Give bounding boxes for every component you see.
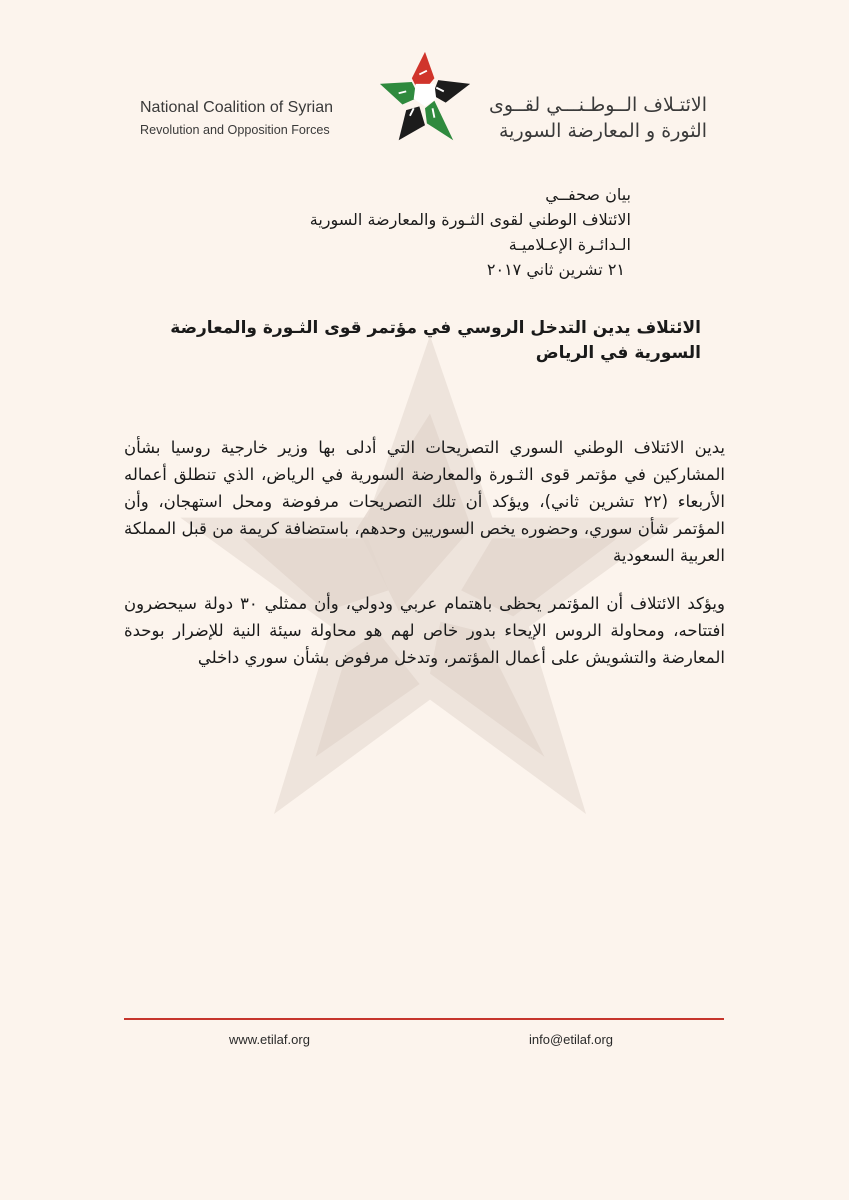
footer-divider xyxy=(124,1018,724,1020)
statement-header xyxy=(211,182,631,282)
body-paragraph: ويؤكد الائتلاف أن المؤتمر يحظى باهتمام عربي ودولي، وأن ممثلي ٣٠ دولة سيحضرون افتتاحه، ومحاولة الروس الإيحاء بدور خاص لهم هو محاولة سيئة النية للإضرار بوحدة المعارضة والتشويش على أعمال المؤتمر، وتدخل مرفوض بشأن سوري داخلي xyxy=(124,594,725,667)
logo-arabic-line2: الثورة و المعارضة السورية xyxy=(498,120,707,142)
statement-headline: الائتلاف يدين التدخل الروسي في مؤتمر قوى الثـورة والمعارضة السورية في الرياض xyxy=(170,318,701,363)
footer-website: www.etilaf.org xyxy=(229,1032,310,1047)
logo-arabic-line1: الائتـلاف الــوطـنـــي لقــوى xyxy=(488,94,707,116)
footer-email: info@etilaf.org xyxy=(529,1032,614,1047)
coalition-star-logo-icon xyxy=(378,50,472,144)
logo-arabic-text xyxy=(477,92,707,144)
statement-organization: الائتلاف الوطني لقوى الثـورة والمعارضة السورية xyxy=(309,210,631,229)
logo-english-text xyxy=(140,98,380,142)
body-paragraph: يدين الائتلاف الوطني السوري التصريحات التي أدلى بها وزير خارجية روسيا بشأن المشاركين في مؤتمر قوى الثـورة والمعارضة السورية في الرياض، الذي تنطلق أعماله الأربعاء (٢٢ تشرين ثاني)، ويؤكد أن تلك التصريحات مرفوضة ومحل استهجان، وأن المؤتمر شأن سوري، وحضوره يخص السوريين وحدهم، باستضافة كريمة من قبل المملكة العربية السعودية xyxy=(124,438,726,565)
logo-english-line1: National Coalition of Syrian xyxy=(140,99,333,116)
statement-department: الـدائـرة الإعـلاميـة xyxy=(508,235,631,254)
statement-body xyxy=(124,434,725,692)
statement-date: ٢١ تشرين ثاني ٢٠١٧ xyxy=(486,260,625,279)
logo-english-line2: Revolution and Opposition Forces xyxy=(140,123,330,137)
statement-type: بيان صحفــي xyxy=(545,185,631,204)
